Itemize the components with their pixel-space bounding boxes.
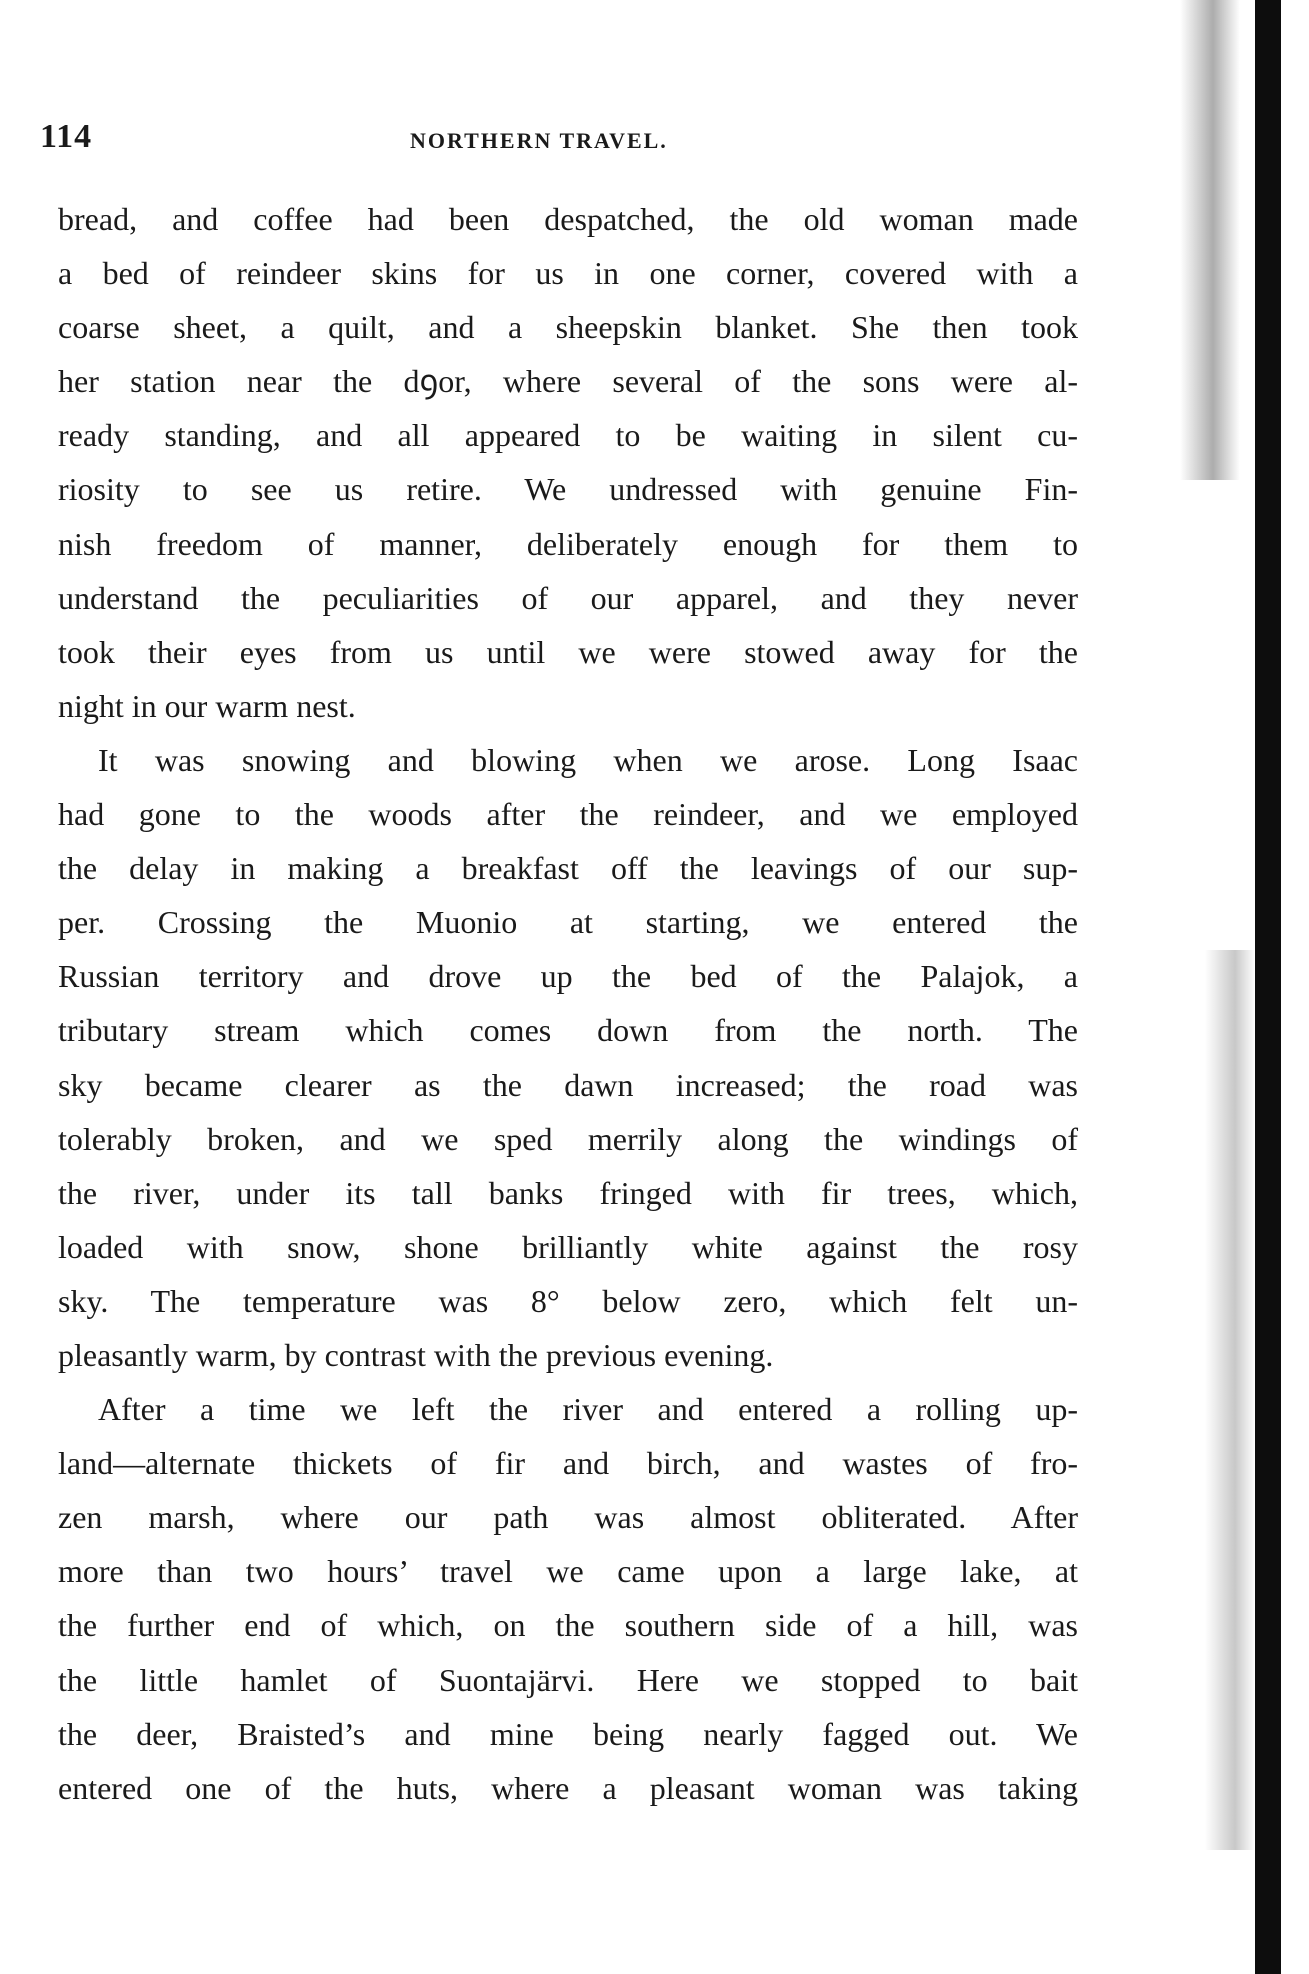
text-line: the further end of which, on the southern side of a hill, was [58,1607,1078,1644]
text-line: entered one of the huts, where a pleasant woman was taking [58,1769,1078,1806]
page-number: 114 [40,118,93,155]
text-line: took their eyes from us until we were stowed away for the [58,633,1078,670]
binding-shadow-lower [1205,950,1255,1850]
text-line: It was snowing and blowing when we arose. Long Isaac [98,741,1078,778]
text-line: sky. The temperature was 8° below zero, which felt un- [58,1282,1078,1319]
text-line: the little hamlet of Suontajärvi. Here we stopped to bait [58,1661,1078,1698]
text-line: riosity to see us retire. We undressed with genuine Fin- [58,471,1078,508]
text-line: the delay in making a breakfast off the leavings of our sup- [58,850,1078,887]
text-line: After a time we left the river and entered a rolling up- [98,1391,1078,1428]
text-line: coarse sheet, a quilt, and a sheepskin blanket. She then took [58,309,1078,346]
text-line: night in our warm nest. [58,687,356,724]
text-line: the river, under its tall banks fringed with fir trees, which, [58,1174,1078,1211]
text-line: Russian territory and drove up the bed of the Palajok, a [58,958,1078,995]
text-line: sky became clearer as the dawn increased; the road was [58,1066,1078,1103]
text-line: tributary stream which comes down from the north. The [58,1012,1078,1049]
text-line: the deer, Braisted’s and mine being nearly fagged out. We [58,1715,1078,1752]
text-line: understand the peculiarities of our apparel, and they never [58,579,1078,616]
binding-shadow [1180,0,1240,480]
text-line: zen marsh, where our path was almost obliterated. After [58,1499,1078,1536]
paragraph-2 [58,733,1078,1382]
text-line: land—alternate thickets of fir and birch, and wastes of fro- [58,1445,1078,1482]
text-line: her station near the dꝯor, where several of the sons were al- [58,363,1078,400]
binding-edge [1255,0,1281,1974]
running-title: NORTHERN TRAVEL. [410,128,668,153]
text-line: per. Crossing the Muonio at starting, we entered the [58,904,1078,941]
text-line: pleasantly warm, by contrast with the previous evening. [58,1336,774,1373]
body-text [58,192,1078,1815]
text-line: tolerably broken, and we sped merrily along the windings of [58,1120,1078,1157]
text-line: had gone to the woods after the reindeer, and we employed [58,796,1078,833]
text-line: bread, and coffee had been despatched, the old woman made [58,201,1078,237]
text-line: ready standing, and all appeared to be waiting in silent cu- [58,417,1078,454]
paragraph-1 [58,192,1078,733]
text-line: loaded with snow, shone brilliantly white against the rosy [58,1228,1078,1265]
paragraph-3 [58,1382,1078,1815]
text-line: nish freedom of manner, deliberately enough for them to [58,525,1078,562]
text-line: more than two hours’ travel we came upon a large lake, at [58,1553,1078,1590]
running-head [40,118,1120,158]
text-line: a bed of reindeer skins for us in one corner, covered with a [58,255,1078,292]
